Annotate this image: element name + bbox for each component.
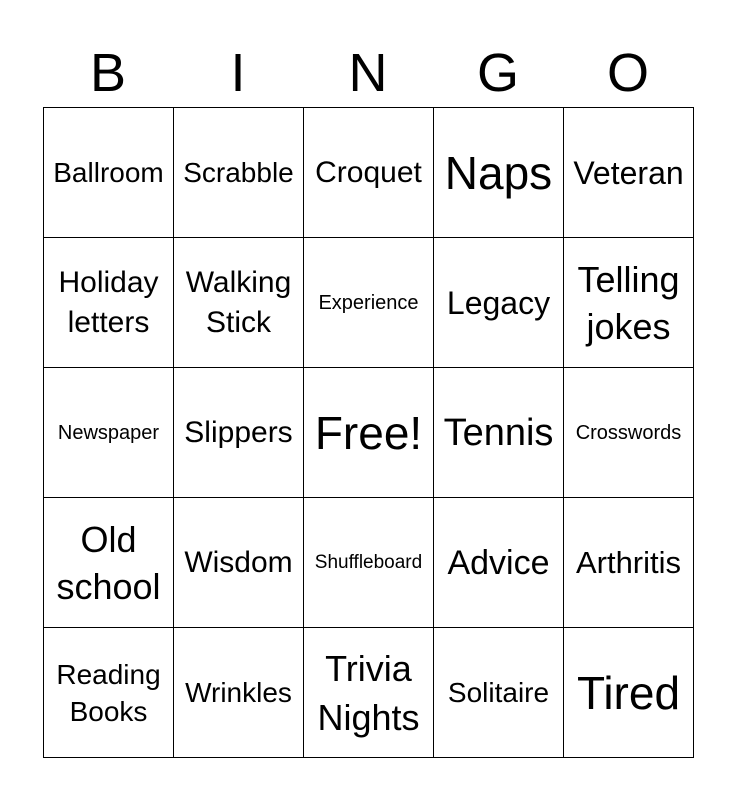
bingo-header xyxy=(43,40,693,106)
bingo-cell[interactable] xyxy=(44,368,174,498)
bingo-cell[interactable] xyxy=(564,238,694,368)
bingo-cell[interactable] xyxy=(434,108,564,238)
bingo-cell[interactable] xyxy=(174,628,304,758)
free-space-cell[interactable] xyxy=(304,368,434,498)
bingo-cell[interactable] xyxy=(304,108,434,238)
bingo-cell[interactable] xyxy=(174,368,304,498)
bingo-cell[interactable] xyxy=(564,108,694,238)
cell-label: Newspaper xyxy=(57,421,160,444)
bingo-cell[interactable] xyxy=(304,238,434,368)
bingo-cell[interactable] xyxy=(44,108,174,238)
bingo-cell[interactable] xyxy=(304,628,434,758)
bingo-cell[interactable] xyxy=(44,498,174,628)
bingo-cell[interactable] xyxy=(564,368,694,498)
free-space-label: Free! xyxy=(314,406,423,459)
cell-label: Legacy xyxy=(446,284,551,321)
cell-label: Wrinkles xyxy=(185,676,292,708)
cell-label: Veteran xyxy=(573,154,684,191)
cell-label: Advice xyxy=(447,543,550,582)
bingo-cell[interactable] xyxy=(304,498,434,628)
cell-label: Telling jokes xyxy=(577,258,680,347)
bingo-card xyxy=(43,107,694,758)
cell-label: Reading Books xyxy=(56,658,161,727)
cell-label: Walking Stick xyxy=(185,265,292,339)
bingo-cell[interactable] xyxy=(434,368,564,498)
cell-label: Scrabble xyxy=(183,156,294,188)
cell-label: Croquet xyxy=(315,155,422,189)
bingo-cell[interactable] xyxy=(564,628,694,758)
bingo-cell[interactable] xyxy=(434,498,564,628)
bingo-cell[interactable] xyxy=(174,498,304,628)
cell-label: Crosswords xyxy=(575,421,682,444)
cell-label: Tennis xyxy=(443,411,554,454)
cell-label: Holiday letters xyxy=(58,265,159,339)
header-letter-g: G xyxy=(476,43,519,103)
cell-label: Trivia Nights xyxy=(317,647,420,738)
cell-label: Solitaire xyxy=(447,676,550,708)
bingo-cell[interactable] xyxy=(174,238,304,368)
bingo-cell[interactable] xyxy=(564,498,694,628)
cell-label: Experience xyxy=(318,291,419,314)
header-letter-o: O xyxy=(606,43,649,103)
bingo-cell[interactable] xyxy=(434,238,564,368)
cell-label: Tired xyxy=(576,666,681,719)
cell-label: Ballroom xyxy=(53,156,164,188)
cell-label: Slippers xyxy=(184,415,293,449)
bingo-cell[interactable] xyxy=(44,238,174,368)
bingo-cell[interactable] xyxy=(174,108,304,238)
cell-label: Arthritis xyxy=(575,545,682,580)
cell-label: Shuffleboard xyxy=(314,552,423,573)
cell-label: Wisdom xyxy=(184,545,293,579)
header-letter-n: N xyxy=(348,43,388,103)
header-letter-i: I xyxy=(230,43,246,103)
cell-label: Naps xyxy=(444,146,553,199)
bingo-cell[interactable] xyxy=(44,628,174,758)
cell-label: Old school xyxy=(56,518,161,607)
bingo-cell[interactable] xyxy=(434,628,564,758)
header-letter-b: B xyxy=(89,43,127,103)
